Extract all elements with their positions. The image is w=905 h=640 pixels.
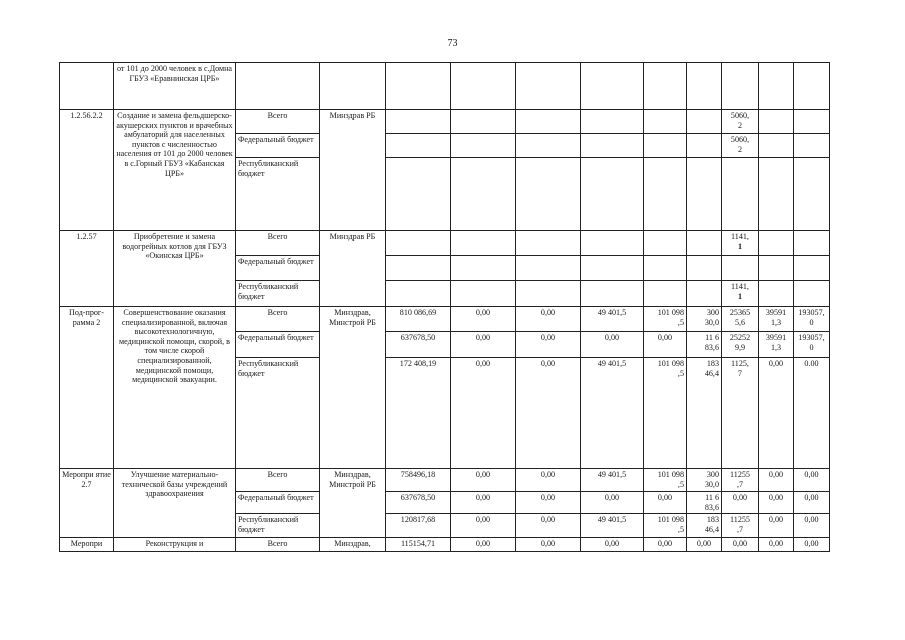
cell-total: 172 408,19 <box>386 358 451 469</box>
cell-value: 1141, 1 <box>722 281 759 307</box>
cell-value: 0,00 <box>759 514 794 538</box>
cell-value: 0,00 <box>722 492 759 514</box>
cell-value: 0,00 <box>794 492 830 514</box>
cell-value: 5060, 2 <box>722 134 759 158</box>
cell-value: 0,00 <box>794 514 830 538</box>
cell-value: 11255 ,7 <box>722 514 759 538</box>
cell-value: 0,00 <box>516 492 581 514</box>
table-row <box>60 231 830 256</box>
cell-value: 0,00 <box>516 358 581 469</box>
cell-source: Всего <box>236 231 320 256</box>
budget-table <box>59 62 830 552</box>
cell-value: 0,00 <box>687 538 722 552</box>
cell-value: 183 46,4 <box>687 358 722 469</box>
cell-source: Федеральный бюджет <box>236 492 320 514</box>
cell-value: 0,00 <box>451 332 516 358</box>
cell-name: Реконструкция и <box>114 538 236 552</box>
page-number: 73 <box>447 38 458 49</box>
cell-value: 49 401,5 <box>581 514 644 538</box>
cell-total: 637678,50 <box>386 332 451 358</box>
cell-value: 0,00 <box>451 358 516 469</box>
cell-name: Создание и замена фельдшерско-акушерских пунктов и врачебных амбулаторий для населенных пунктов с численностью населения от 101 до 2000 человек в с.Горный ГБУЗ «Кабанская ЦРБ» <box>114 110 236 231</box>
cell-value: 11 6 83,6 <box>687 332 722 358</box>
cell-value: 0,00 <box>644 332 687 358</box>
cell-value: 49 401,5 <box>581 469 644 492</box>
cell-value: 300 30,0 <box>687 307 722 332</box>
cell-source: Федеральный бюджет <box>236 332 320 358</box>
cell-value: 25365 5,6 <box>722 307 759 332</box>
cell-name: Улучшение материально-технической базы учреждений здравоохранения <box>114 469 236 538</box>
cell-value: 101 098 ,5 <box>644 514 687 538</box>
cell-value: 39591 1,3 <box>759 307 794 332</box>
cell-value: 193057, 0 <box>794 307 830 332</box>
cell-value: 11255 ,7 <box>722 469 759 492</box>
table-row <box>60 469 830 492</box>
cell-value: 101 098 ,5 <box>644 469 687 492</box>
cell-value: 0,00 <box>759 492 794 514</box>
cell-value: 0,00 <box>722 538 759 552</box>
cell-total: 758496,18 <box>386 469 451 492</box>
cell-value: 0,00 <box>516 538 581 552</box>
cell-executor: Минздрав РБ <box>320 110 386 231</box>
cell-name: Совершенствование оказания специализированной, включая высокотехнологичную, медицинской помощи, скорой, в том числе скорой специализированной, медицинской помощи, медицинской эвакуации. <box>114 307 236 469</box>
cell-code <box>60 63 114 110</box>
cell-code: Меропри <box>60 538 114 552</box>
cell-value: 0,00 <box>644 492 687 514</box>
cell-total: 120817,68 <box>386 514 451 538</box>
cell-value: 193057, 0 <box>794 332 830 358</box>
cell-value: 300 30,0 <box>687 469 722 492</box>
cell-value: 0,00 <box>759 538 794 552</box>
cell-value: 1141, 1 <box>722 231 759 256</box>
cell-executor: Минздрав, Минстрой РБ <box>320 469 386 538</box>
table-row-continuation <box>60 63 830 110</box>
table-row <box>60 538 830 552</box>
cell-code: 1.2.57 <box>60 231 114 307</box>
cell-value: 49 401,5 <box>581 307 644 332</box>
cell-code: Меропри ятие 2.7 <box>60 469 114 538</box>
cell-value: 0,00 <box>581 332 644 358</box>
cell-value: 0,00 <box>759 469 794 492</box>
cell-value: 0,00 <box>581 492 644 514</box>
cell-executor: Минздрав, Минстрой РБ <box>320 307 386 469</box>
cell-source: Всего <box>236 307 320 332</box>
cell-value: 0,00 <box>516 514 581 538</box>
cell-source: Республиканский бюджет <box>236 514 320 538</box>
cell-value: 0,00 <box>516 307 581 332</box>
cell-value: 0,00 <box>451 307 516 332</box>
cell-value: 0,00 <box>516 332 581 358</box>
cell-name: Приобретение и замена водогрейных котлов для ГБУЗ «Окинская ЦРБ» <box>114 231 236 307</box>
cell-value: 11 6 83,6 <box>687 492 722 514</box>
table-row <box>60 307 830 332</box>
cell-value: 0,00 <box>451 538 516 552</box>
cell-value: 49 401,5 <box>581 358 644 469</box>
cell-source: Республиканский бюджет <box>236 158 320 231</box>
table-row <box>60 110 830 134</box>
cell-source: Республиканский бюджет <box>236 281 320 307</box>
cell-code: Под-прог-рамма 2 <box>60 307 114 469</box>
cell-total: 810 086,69 <box>386 307 451 332</box>
cell-value: 0,00 <box>451 514 516 538</box>
cell-source: Всего <box>236 110 320 134</box>
cell-source: Всего <box>236 538 320 552</box>
cell-value: 0,00 <box>644 538 687 552</box>
cell-value: 0.00 <box>794 358 830 469</box>
cell-source: Федеральный бюджет <box>236 256 320 281</box>
cell-source: Всего <box>236 469 320 492</box>
cell-value: 1125, 7 <box>722 358 759 469</box>
cell-value: 25252 9,9 <box>722 332 759 358</box>
cell-total: 115154,71 <box>386 538 451 552</box>
cell-value: 0,00 <box>516 469 581 492</box>
cell-value: 101 098 ,5 <box>644 307 687 332</box>
cell-executor: Минздрав, <box>320 538 386 552</box>
cell-value: 0,00 <box>451 492 516 514</box>
cell-value: 0,00 <box>451 469 516 492</box>
cell-value: 101 098 ,5 <box>644 358 687 469</box>
cell-name: от 101 до 2000 человек в с.Домна ГБУЗ «Еравнинская ЦРБ» <box>114 63 236 110</box>
cell-code: 1.2.56.2.2 <box>60 110 114 231</box>
cell-value: 39591 1,3 <box>759 332 794 358</box>
cell-source: Республиканский бюджет <box>236 358 320 469</box>
cell-value: 0,00 <box>794 538 830 552</box>
cell-value: 0,00 <box>794 469 830 492</box>
cell-value: 5060, 2 <box>722 110 759 134</box>
cell-executor: Минздрав РБ <box>320 231 386 307</box>
cell-value: 183 46,4 <box>687 514 722 538</box>
cell-total: 637678,50 <box>386 492 451 514</box>
cell-value: 0,00 <box>581 538 644 552</box>
cell-source: Федеральный бюджет <box>236 134 320 158</box>
cell-value: 0,00 <box>759 358 794 469</box>
